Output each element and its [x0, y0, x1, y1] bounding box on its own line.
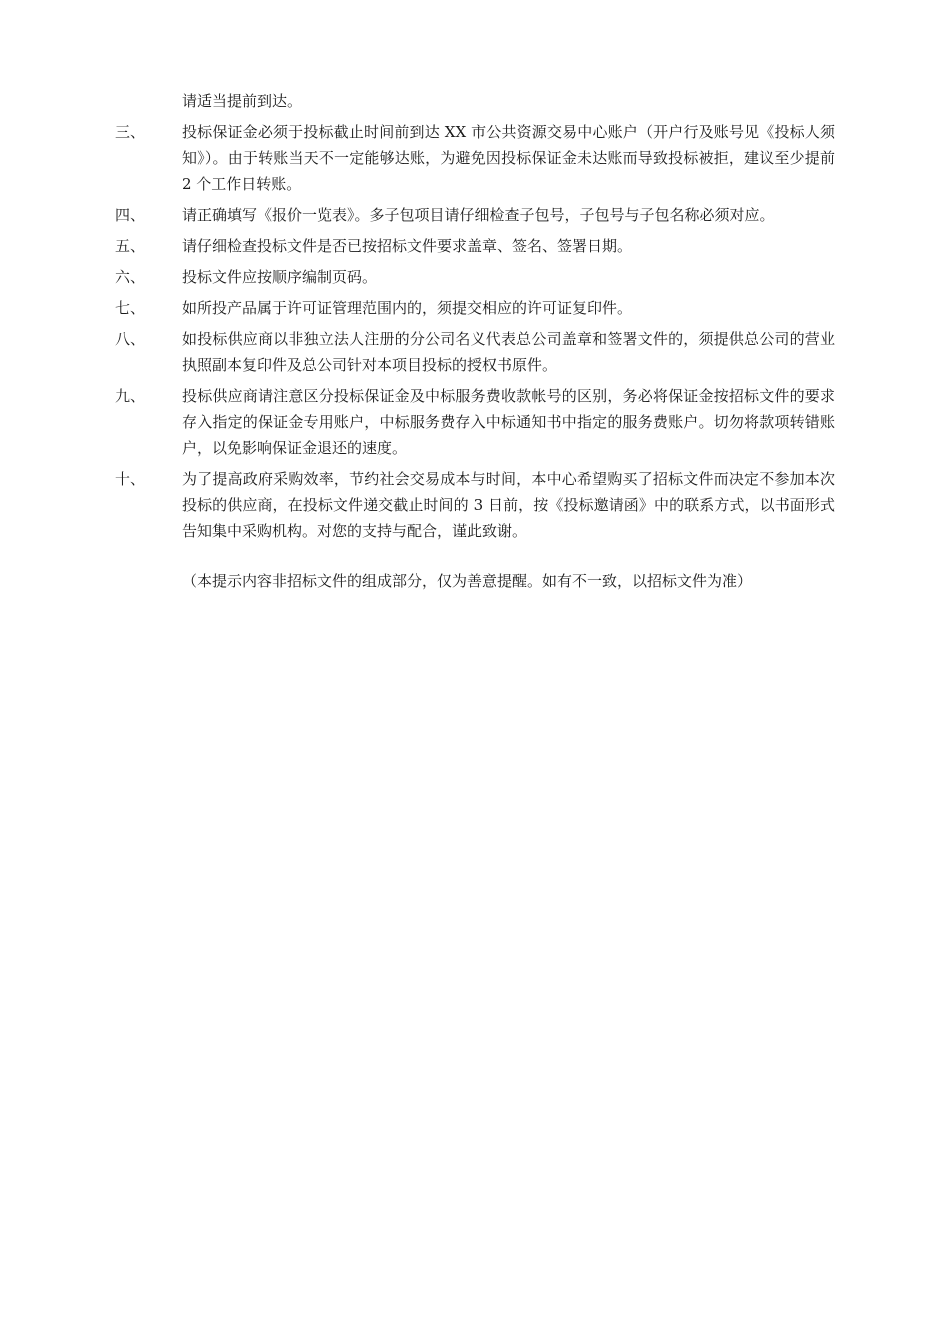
footer-note: （本提示内容非招标文件的组成部分，仅为善意提醒。如有不一致，以招标文件为准） [182, 572, 753, 590]
list-item [115, 202, 835, 228]
item-text: 投标供应商请注意区分投标保证金及中标服务费收款帐号的区别，务必将保证金按招标文件的要求存入指定的保证金专用账户，中标服务费存入中标通知书中指定的服务费账户。切勿将款项转错账户，以免影响保证金退还的速度。 [182, 387, 835, 457]
list-item [115, 326, 835, 378]
item-number: 十、 [115, 470, 146, 488]
item-number: 八、 [115, 330, 146, 348]
item-text: 为了提高政府采购效率，节约社会交易成本与时间，本中心希望购买了招标文件而决定不参加本次投标的供应商，在投标文件递交截止时间的 3 日前，按《投标邀请函》中的联系方式，以书面形式告知集中采购机构。对您的支持与配合，谨此致谢。 [182, 470, 835, 540]
item-text: 请正确填写《报价一览表》。多子包项目请仔细检查子包号，子包号与子包名称必须对应。 [182, 206, 775, 224]
item-text: 投标文件应按顺序编制页码。 [182, 268, 378, 286]
list-item [115, 119, 835, 197]
list-item [115, 295, 835, 321]
item-number: 五、 [115, 237, 146, 255]
notice-content [115, 88, 835, 594]
list-item [115, 264, 835, 290]
item-text: 如投标供应商以非独立法人注册的分公司名义代表总公司盖章和签署文件的，须提供总公司的营业执照副本复印件及总公司针对本项目投标的授权书原件。 [182, 330, 835, 374]
list-item [115, 466, 835, 544]
item-number: 七、 [115, 299, 146, 317]
item-number: 四、 [115, 206, 146, 224]
lead-line: 请适当提前到达。 [182, 92, 303, 110]
item-text: 如所投产品属于许可证管理范围内的，须提交相应的许可证复印件。 [182, 299, 633, 317]
item-number: 六、 [115, 268, 146, 286]
item-text: 投标保证金必须于投标截止时间前到达 XX 市公共资源交易中心账户（开户行及账号见《投标人须知》）。由于转账当天不一定能够达账，为避免因投标保证金未达账而导致投标被拒，建议至少提前 2 个工作日转账。 [182, 123, 835, 193]
item-text: 请仔细检查投标文件是否已按招标文件要求盖章、签名、签署日期。 [182, 237, 633, 255]
item-number: 九、 [115, 387, 146, 405]
list-item [115, 233, 835, 259]
item-number: 三、 [115, 123, 146, 141]
list-item [115, 383, 835, 461]
